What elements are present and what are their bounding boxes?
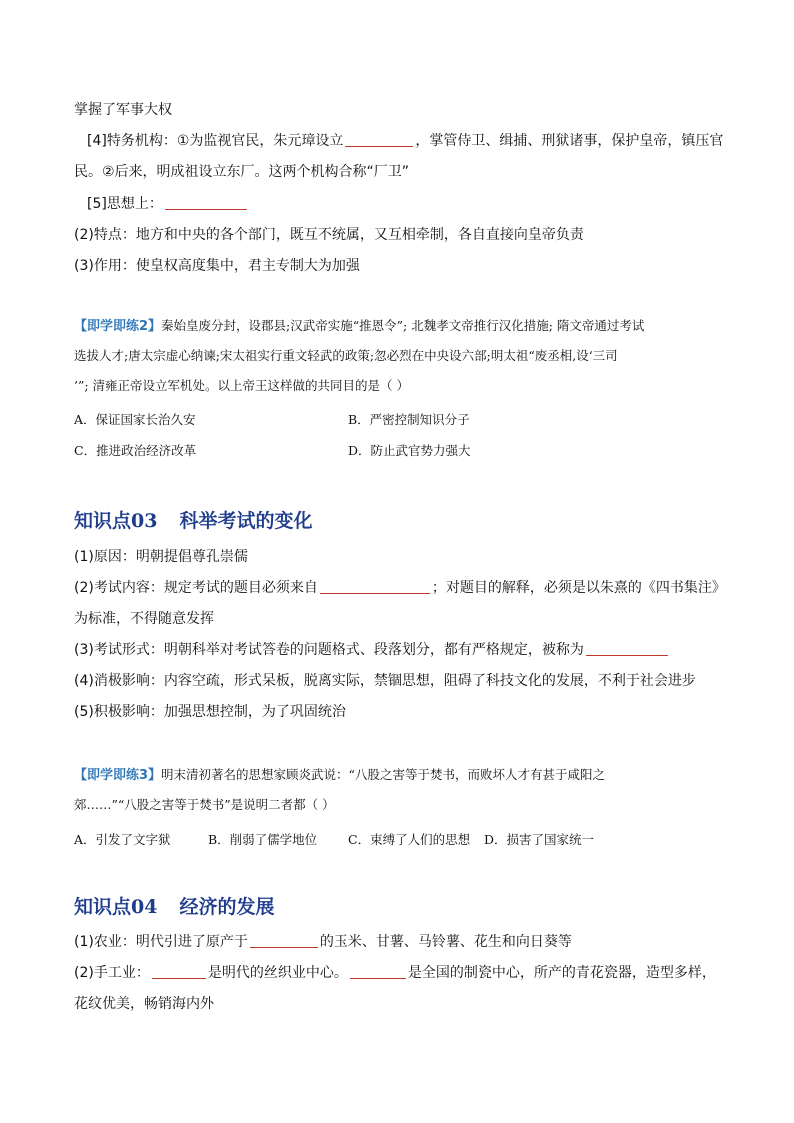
reason-line: (1)原因：明朝提倡尊孔崇儒: [74, 549, 248, 565]
content-text: (2)考试内容：规定考试的题目必须来自: [74, 580, 318, 596]
answer-blank[interactable]: [320, 579, 430, 594]
exercise-text: 明末清初著名的思想家顾炎武说：“八股之害等于焚书，而败坏人才有甚于咸阳之: [161, 767, 605, 782]
effect-line: (3)作用：使皇权高度集中，君主专制大为加强: [74, 258, 360, 274]
item-4-line: [87, 131, 723, 151]
answer-blank[interactable]: [345, 132, 413, 147]
section-heading: [74, 892, 274, 919]
handicraft-text-cont2: 是全国的制瓷中心，所产的青花瓷器，造型多样，: [407, 965, 716, 981]
section-title: 科举考试的变化: [179, 510, 313, 532]
text-line: 掌握了军事大权: [74, 102, 172, 118]
form-line: [74, 640, 670, 660]
option-d[interactable]: D．损害了国家统一: [484, 832, 595, 847]
section-title: 经济的发展: [179, 896, 275, 918]
answer-blank[interactable]: [586, 641, 668, 656]
content-line: [74, 578, 726, 598]
answer-blank[interactable]: [165, 195, 247, 210]
negative-line: (4)消极影响：内容空疏，形式呆板，脱离实际，禁锢思想，阻碍了科技文化的发展，不利于社会进步: [74, 673, 696, 689]
agriculture-text-cont: 的玉米、甘薯、马铃薯、花生和向日葵等: [319, 934, 572, 950]
text-line: 花纹优美，畅销海内外: [74, 996, 214, 1012]
answer-blank[interactable]: [250, 933, 318, 948]
handicraft-text-cont: 是明代的丝织业中心。: [207, 965, 348, 981]
text-line: 民。②后来，明成祖设立东厂。这两个机构合称“厂卫”: [74, 164, 410, 180]
positive-line: (5)积极影响：加强思想控制，为了巩固统治: [74, 704, 346, 720]
answer-blank[interactable]: [152, 964, 206, 979]
handicraft-line: [74, 963, 716, 983]
agriculture-line: [74, 932, 572, 952]
answer-blank[interactable]: [350, 964, 406, 979]
form-text: (3)考试形式：明朝科举对考试答卷的问题格式、段落划分，都有严格规定，被称为: [74, 642, 584, 658]
exercise-2-line-1: [74, 316, 644, 337]
exercise-tag: 【即学即练3】: [74, 768, 162, 783]
text-line: 为标准，不得随意发挥: [74, 611, 214, 627]
content-text-cont: ；对题目的解释，必须是以朱熹的《四书集注》: [431, 580, 726, 596]
exercise-3-line-2: 郊……”“八股之害等于焚书”是说明二者都（ ）: [74, 797, 335, 812]
feature-line: (2)特点：地方和中央的各个部门，既互不统属，又互相牵制，各自直接向皇帝负责: [74, 227, 584, 243]
section-heading: [74, 506, 312, 533]
option-b[interactable]: B．严密控制知识分子: [348, 412, 470, 427]
item-4-text: [4]特务机构：①为监视官民，朱元璋设立: [87, 133, 344, 149]
exercise-text: 秦始皇废分封，设郡县;汉武帝实施“推恩令”; 北魏孝文帝推行汉化措施; 隋文帝通过考试: [161, 318, 645, 333]
option-a[interactable]: A．保证国家长治久安: [74, 412, 196, 427]
section-number: 知识点04: [74, 896, 158, 918]
agriculture-text: (1)农业：明代引进了原产于: [74, 934, 248, 950]
item-5-text: [5]思想上：: [87, 196, 163, 212]
option-c[interactable]: C．推进政治经济改革: [74, 443, 197, 458]
handicraft-text: (2)手工业：: [74, 965, 150, 981]
exercise-tag: 【即学即练2】: [74, 319, 162, 334]
exercise-2-line-3: ’”; 清雍正帝设立军机处。以上帝王这样做的共同目的是（ ）: [74, 378, 410, 393]
option-b[interactable]: B．削弱了儒学地位: [208, 832, 318, 847]
option-c[interactable]: C．束缚了人们的思想: [348, 832, 471, 847]
exercise-2-line-2: 选拔人才;唐太宗虚心纳谏;宋太祖实行重文轻武的政策;忽必烈在中央设六部;明太祖“废丞相,设‘三司: [74, 348, 618, 363]
item-4-text-cont: ，掌管侍卫、缉捕、刑狱诸事，保护皇帝，镇压官: [415, 133, 724, 149]
option-a[interactable]: A．引发了文字狱: [74, 832, 171, 847]
exercise-3-line-1: [74, 765, 605, 786]
item-5-line: [87, 194, 249, 214]
option-d[interactable]: D．防止武官势力强大: [348, 443, 471, 458]
section-number: 知识点03: [74, 510, 158, 532]
